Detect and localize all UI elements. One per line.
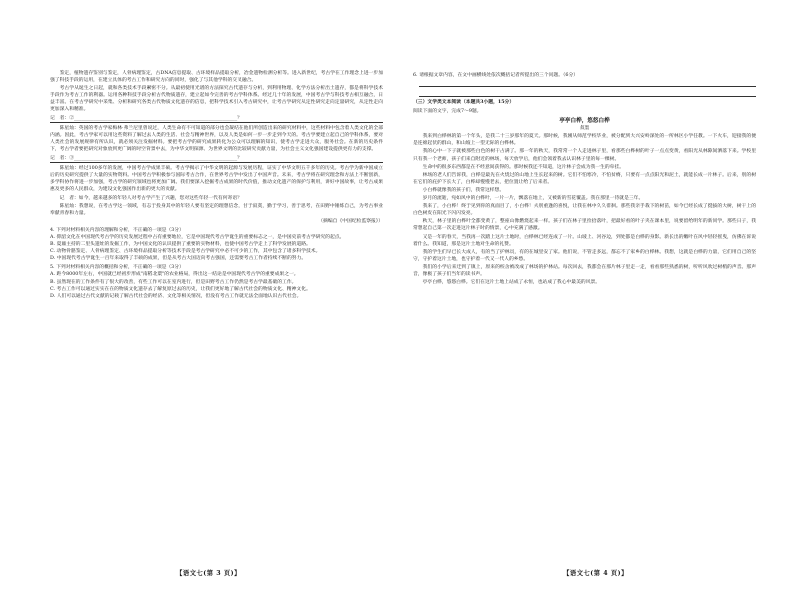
answer-line-2[interactable] (419, 89, 756, 97)
answer-paragraph: 陈星灿：我想说，在考古学这一领域，有志于投身其中的年轻人要有坚定的理想信念，甘于寂寞，勤于学习，善于思考，在田野中锤炼自己，为考古事业奉献青春和力量。 (50, 203, 383, 216)
page-footer-left: 【语文七(第 3 页)】 (176, 570, 241, 577)
reporter-blank: ③____________________________________________________________________？ (69, 155, 242, 161)
reporter-blank: ②____________________________________________________________________？ (69, 115, 242, 121)
story-paragraph: 我的学生们早已长大成人，有的当了护林员，有的在城里安了家。他们说，不管走多远，都忘不了家乡的白桦林。我想，这就是白桦的力量，它们用自己的坚守，守护着这片土地，也守护着一代又一代人的乡愁。 (413, 249, 756, 262)
reporter-label: 记 者： (50, 155, 70, 161)
question-6-title: 6. 请根据文章内容，在文中画横线处依次概括记者所提出的三个问题。（6分） (413, 73, 579, 78)
reporter-question-4: 记 者：如今，越来越多的年轻人对考古学产生了兴趣，您对这些年轻一代有何寄语？ (59, 195, 242, 201)
question-4-option-c: C. 动物骨骼鉴定、人骨病理鉴定、古环境样品提取分析等技术手段是考古学研究中必不可少的工作，其中包含了诸多科学技术。 (50, 249, 321, 255)
question-5-option-c: C. 考古工作可以通过实实在在的物质文化遗存去了解复原过去的历史，让我们更好地了解古代社会的物质文化、精神文化。 (50, 286, 311, 292)
story-paragraph: 亭亭白桦，悠悠白桦。它们在这片土地上站成了永恒，也站成了我心中最美的风景。 (422, 280, 601, 286)
question-5-option-b: B. 虽然现在的工作条件有了很大的改善，有些工作可以在室内进行，但是田野考古工作仍然是考古学最基础的工作。 (50, 279, 297, 285)
quote-paragraph: 陈星灿：英国的考古学家梅林·弗兰尼里曾说过，人类生命有不可知道的部分也会凝结在他们所创造出来的研究材料中，这些材料中包含着人类文化的全部内涵。因此，考古学家可以用这些资料了解过去人类的生活、社会与精神世界，以及人类是如何一步一步走到今天的。考古学要建立起自己的学科体系，要对人类社会的发展规律有所认识，就必须关注发掘材料。要把考古学的研究成果转化为公众可以理解的知识，使考古学走进大众，服务社会。在新的历史条件下，考古学者要把研究对象放到更广阔的时空背景中去，为中华文明探源、为世界文明的比较研究贡献力量，为社会主义文化强国建设提供更有力的支撑。 (50, 126, 383, 153)
question-5-title: 5. 下列对材料相关内容的概括和分析，不正确的一项是（3分） (50, 265, 184, 271)
answer-line-1[interactable] (419, 79, 756, 87)
section-instruction: 阅读下面的文字，完成7～9题。 (413, 109, 482, 115)
question-4-option-a: A. 仰韶文化在中国现代考古学的历史发展过程中占有重要地位，它是中国现代考古学诞生的重要标志之一，是中国史前考古学研究的起点。 (50, 234, 345, 240)
source-citation: （摘编自《中国纪检监察报》） (318, 218, 383, 224)
story-paragraph: 小白桦就像我的孩子们，我常这样想。 (422, 187, 505, 193)
story-paragraph: 秋天，林子里的白桦叶全都变黄了，整座山像燃烧起来一样。孩子们在林子里捡拾落叶，把最好看的叶子夹在课本里，说要留给明年的新同学。那些日子，我常想起自己第一次走进这片林子时的情景，心中充满了感激。 (413, 219, 756, 232)
story-paragraph: 我的心中一下子就被那些白色的树干占满了。那一年的秋天，我常常一个人走进林子里，看那些白桦树的叶子一点点变黄，看阳光从林隙间洒落下来。学校里只有我一个老师，孩子们来自附近的林场，每天放学后，他们会领着我去认识林子里的每一棵树。 (413, 149, 756, 162)
story-paragraph: 我来到白桦林的第一个年头，是我二十三岁那年的夏天。那时候，我刚从师范学校毕业，被分配到大兴安岭深处的一所林区小学任教。一下火车，迎接我的便是连绵起伏的群山，和山坡上一望无际的白桦林。 (413, 134, 756, 147)
story-author: 叔墨 (579, 126, 590, 132)
story-paragraph-underlined: 我来了，小白桦！终于见到你的真面目了，小白桦！夫别重逢的喜悦，让我在林中久久徘徊。那些我亲手栽下的树苗，如今已经长成了挺拔的大树，树干上的白色树皮在阳光下闪闪发亮。 (413, 204, 756, 217)
question-4-title: 4. 下列对材料相关内容的理解和分析，不正确的一项是（3分） (50, 227, 184, 233)
question-4-option-b: B. 夏鼐主持的二里头遗址的发掘工作，为中国文化的认识提供了重要的实物材料，也使中国考古学走上了科学发展的道路。 (50, 242, 311, 248)
right-page (397, 0, 794, 606)
question-5-option-d: D. 人们可以通过古代文献的记载了解古代社会的经济、文化等相关情况，但没有考古工作就无法全面地认识古代社会。 (50, 293, 302, 299)
story-paragraph: 生命中的很多东西都是在不经意间获得的。那时候我还不知道，这片林子会成为我一生的牵挂。 (422, 164, 625, 170)
intro-paragraph-1: 鉴定，植物遗存鉴别与鉴定，人骨病理鉴定，古DNA信息提取、古环境样品提取分析，冶金遗物检测分析等。进入新世纪，考古学在工作理念上进一步加强了科技手段的运用，在建立具体的考古工作和研究方向的同时，强化了与其他学科的交叉融合。 (50, 71, 383, 84)
reporter-question-3 (50, 155, 383, 164)
story-paragraph: 我们的小学后来迁到了镇上，原来的校舍被改成了林场的护林站。每次回去，我都会在那片林子里走一走，看看那些熟悉的树，听听风吹过树梢的声音。那声音，像极了孩子们当年的读书声。 (413, 264, 756, 277)
question-4-option-d: D. 中国现代考古学诞生一百年来取得了丰硕的成果，但是从考古大国迈向考古强国，还需要考古工作者持续不断的努力。 (50, 256, 307, 262)
reporter-label: 记 者： (50, 115, 70, 121)
story-title: 亭亭白桦，悠悠白桦 (559, 118, 610, 125)
history-paragraph: 陈星灿：经过100多年的发展，中国考古学成果丰硕。考古学揭示了中华文明的起源与发展历程，证实了中华文明五千多年的历史。考古学为新中国成立后的历史研究提供了大量的实物资料。中国考古学积极参与国际考古合作，在世界考古学中发出了中国声音。未来，考古学将在研究理念和方法上不断创新，多学科协作将进一步加强，考古学的研究领域也将更加广阔。我们要深入挖掘考古成果的时代价值，推动文化遗产的保护与利用，讲好中国故事，让考古成果惠及更多的人民群众，为建设文化强国作出新的更大的贡献。 (50, 166, 383, 193)
section-title: （三）文学类文本阅读（本题共3小题，15分） (413, 99, 515, 106)
question-5-option-a: A. 距今8000年左右，中国就已经初步形成"南稻北粟"的农业格局，得出这一结论是中国现代考古学的重要成果之一。 (50, 272, 299, 278)
reporter-question-2 (50, 115, 383, 124)
story-paragraph: 岁月的流逝，宛如风中的白桦叶，一片一片，飘落在地上，又被新的雪花覆盖。我在那里一待就是三年。 (422, 196, 644, 202)
story-paragraph: 又是一年的春天，当我再一次踏上这片土地时，白桦林已经连成了一片。山坡上、河谷边，到处都是白桦的身影。新长出的嫩叶在风中轻轻摇曳，仿佛在诉说着什么。我知道，那是这片土地对生命的礼赞。 (413, 234, 756, 247)
story-paragraph: 林场的老人们告诉我，白桦是最先在火烧过的山地上生长起来的树。它们不怕寒冷，不怕贫瘠，只要有一点点阳光和泥土，就能长成一片林子。后来，别的树在它们的庇护下长大了，白桦却慢慢老去，把位置让给了后来者。 (413, 172, 756, 185)
intro-paragraph-2: 考古学从诞生之日起，就和各类技术手段紧密不分。从最初使用光谱的方法探究古代遗存与分析，到利用物理、化学方法分析出土遗存，都是将科学技术手段作为考古工作的利器。运用各种科技手段分析古代物质遗存，建立起如今完善的考古学科体系。经过几十年的发展，中国考古学与科技考古相互融合，日益丰富。在考古学研究中采集、分析和研究各类古代物质文化遗存的信息，把科学技术引入考古研究中，让考古学研究从定性研究走向定量研究，从定性走向更加深入和精准。 (50, 86, 383, 113)
page-footer-right: 【语文七(第 4 页)】 (563, 570, 628, 577)
